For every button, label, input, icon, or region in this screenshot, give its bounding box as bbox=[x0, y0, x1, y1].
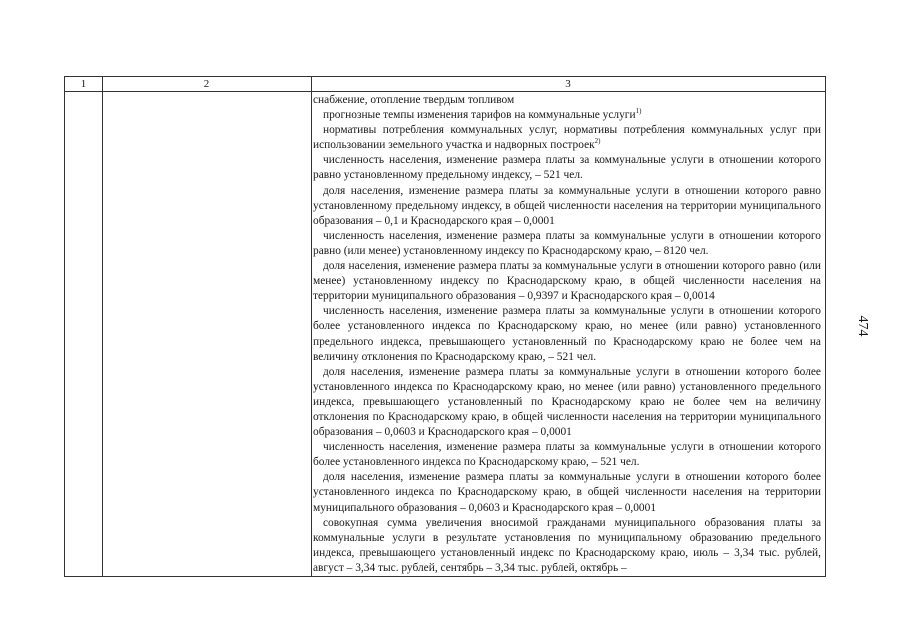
header-col-3: 3 bbox=[565, 78, 571, 90]
paragraph-text: доля населения, изменение размера платы за коммунальные услуги в отношении которого равно установленному предельному индексу, в общей численности населения на территории муниципального образования – 0,1 и Краснодарского края – 0,0001 bbox=[313, 184, 821, 227]
paragraph-text: численность населения, изменение размера платы за коммунальные услуги в отношении которого равно установленному предельному индексу, – 521 чел. bbox=[313, 154, 821, 182]
paragraph bbox=[313, 184, 821, 229]
paragraph-text: численность населения, изменение размера платы за коммунальные услуги в отношении которого более установленного индекса по Краснодарскому краю, но менее (или равно) установленного предельного индекса, превышающего установленный по Краснодарскому краю не более чем на величину отклонения по Краснодарскому краю, – 521 чел. bbox=[313, 305, 821, 363]
paragraph bbox=[313, 516, 821, 576]
paragraph bbox=[313, 123, 821, 153]
paragraph bbox=[313, 440, 821, 470]
paragraph bbox=[313, 365, 821, 440]
paragraph-text: доля населения, изменение размера платы за коммунальные услуги в отношении которого более установленного индекса по Краснодарскому краю, в общей численности населения на территории муниципального образования – 0,0603 и Краснодарского края – 0,0001 bbox=[313, 471, 821, 514]
paragraph-text: нормативы потребления коммунальных услуг, нормативы потребления коммунальных услуг при использовании земельного участка и надворных построек bbox=[313, 124, 821, 152]
column-divider-1 bbox=[102, 77, 103, 576]
paragraph-text: численность населения, изменение размера платы за коммунальные услуги в отношении которого более установленного индекса по Краснодарскому краю, – 521 чел. bbox=[313, 441, 821, 469]
header-col-1: 1 bbox=[80, 78, 87, 90]
paragraph-text: численность населения, изменение размера платы за коммунальные услуги в отношении которого равно (или менее) установленному индексу по Краснодарскому краю, – 8120 чел. bbox=[313, 229, 821, 257]
table-header-row bbox=[65, 77, 825, 92]
table-cell-content bbox=[313, 93, 821, 576]
footnote-mark: 2) bbox=[594, 137, 601, 146]
header-col-2: 2 bbox=[203, 78, 210, 90]
page-number: 474 bbox=[855, 315, 870, 337]
paragraph bbox=[313, 259, 821, 304]
document-table bbox=[64, 76, 826, 577]
paragraph-text: доля населения, изменение размера платы за коммунальные услуги в отношении которого равно (или менее) установленному индексу по Краснодарскому краю, в общей численности населения на территории муниципального образования – 0,9397 и Краснодарского края – 0,0014 bbox=[313, 260, 821, 303]
paragraph bbox=[313, 470, 821, 515]
paragraph bbox=[313, 304, 821, 364]
paragraph-text: прогнозные темпы изменения тарифов на коммунальные услуги bbox=[323, 109, 636, 122]
paragraph bbox=[313, 93, 821, 108]
paragraph bbox=[313, 229, 821, 259]
paragraph bbox=[313, 153, 821, 183]
paragraph bbox=[313, 108, 821, 123]
paragraph-text: совокупная сумма увеличения вносимой гражданами муниципального образования платы за коммунальные услуги в результате установления по муниципальному образованию предельного индекса, превышающего установленный индекс по Краснодарскому краю, июль – 3,34 тыс. рублей, август – 3,34 тыс. рублей, сентябрь – 3,34 тыс. рублей, октябрь – bbox=[313, 516, 821, 574]
column-divider-2 bbox=[311, 77, 312, 576]
footnote-mark: 1) bbox=[635, 107, 642, 116]
paragraph-text: снабжение, отопление твердым топливом bbox=[313, 94, 515, 106]
paragraph-text: доля населения, изменение размера платы за коммунальные услуги в отношении которого более установленного индекса по Краснодарскому краю, но менее (или равно) установленного предельного индекса, превышающего установленный по Краснодарскому краю не более чем на величину отклонения по Краснодарскому краю, в общей численности населения на территории муниципального образования – 0,0603 и Краснодарского края – 0,0001 bbox=[313, 365, 821, 439]
